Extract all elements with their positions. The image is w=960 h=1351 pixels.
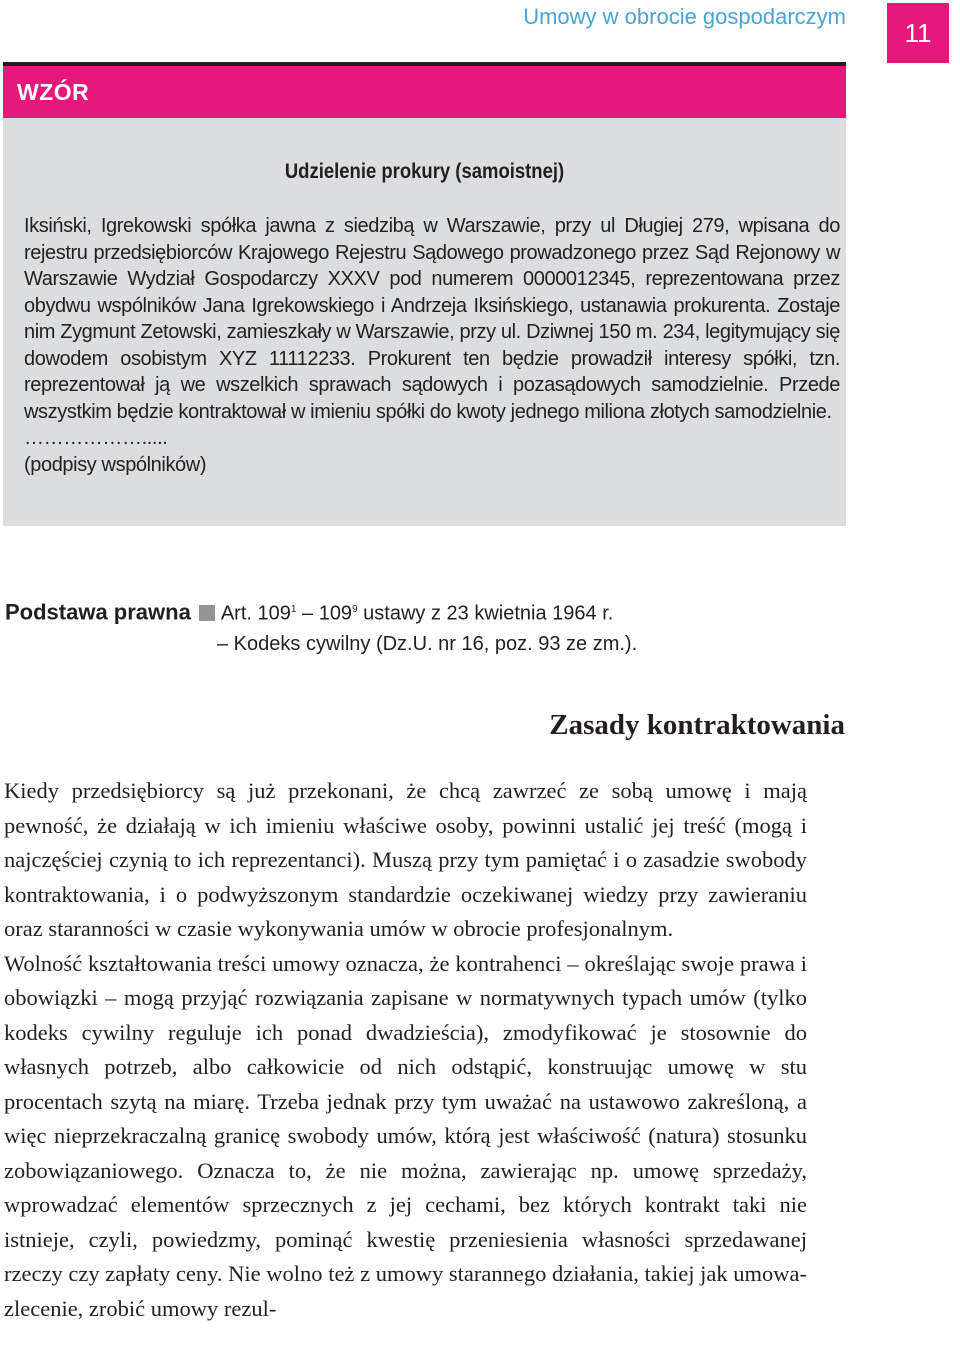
paragraph-2: Wolność kształtowania treści umowy oznacza, że kontrahenci – określając swoje prawa i obowiązki – mogą przyjąć rozwiązania zapisane w normatywnych typach umów (tylko kodeks cywilny reguluje ich ponad dwadzieścia), zmodyfikować je stosownie do własnych potrzeb, albo całkowicie od nich odstąpić, konstruując umowę w stu procentach szytą na miarę. Trzeba jednak przy tym uważać na ustawowo zakreśloną, a więc nieprzekraczalną granicę swobody umów, którą jest właściwość (natura) stosunku zobowiązaniowego. Oznacza to, że nie można, zawierając np. umowę sprzedaży, wprowadzać elementów sprzecznych z jej cechami, bez których kontrakt taki nie istnieje, czyli, powiedzmy, pominąć kwestię przeniesienia własności sprzedawanej rzeczy czy zapłaty ceny. Nie wolno też z umowy starannego działania, takiej jak umowa-zlecenie, zrobić umowy rezul-	[4, 950, 807, 1321]
legal-basis-line2: – Kodeks cywilny (Dz.U. nr 16, poz. 93 ze zm.).	[217, 632, 638, 655]
template-label: WZÓR	[17, 78, 90, 105]
running-title: Umowy w obrocie gospodarczym	[523, 4, 846, 29]
legal-basis-line1	[5, 595, 905, 629]
article-dash: – 109	[296, 602, 353, 625]
template-body: Iksiński, Igrekowski spółka jawna z siedzibą w Warszawie, przy ul Długiej 279, wpisana do rejestru przedsiębiorców Krajowego Rejestru Sądowego prowadzonego przez Sąd Rejonowy w Warszawie Wydział Gospodarczy XXXV pod numerem 0000012345, reprezentowana przez obydwu wspólników Jana Igrekowskiego i Andrzeja Iksińskiego, ustanawia prokurenta. Zostaje nim Zygmunt Zetowski, zamieszkały w Warszawie, przy ul. Dziwnej 150 m. 234, legitymujący się dowodem osobistym XYZ 11112233. Prokurent ten będzie prowadził interesy spółki, tzn. reprezentował ją we wszelkich sprawach sądowych i pozasądowych samodzielnie. Przede wszystkim będzie kontraktował w imieniu spółki do kwoty jednego miliona złotych samodzielnie.	[24, 215, 840, 423]
section-title: Zasady kontraktowania	[549, 709, 845, 741]
template-title: Udzielenie prokury (samoistnej)	[284, 160, 565, 183]
article-sup-to: 9	[352, 604, 358, 615]
legal-basis	[5, 595, 905, 659]
square-bullet-icon	[199, 605, 215, 621]
article-sup-from: 1	[290, 604, 297, 615]
legal-basis-label: Podstawa prawna	[5, 599, 191, 625]
page-number: 11	[887, 3, 949, 63]
paragraph-1: Kiedy przedsiębiorcy są już przekonani, że chcą zawrzeć ze sobą umowę i mają pewność, że działają w ich imieniu właściwe osoby, powinni ustalić jej treść (mogą i najczęściej czynią to ich reprezentanci). Muszą przy tym pamiętać i o zasadzie swobody kontraktowania, i o podwyższonym standardzie oczekiwanej wiedzy przy zawieraniu oraz staranności w czasie wykonywania umów w obrocie profesjonalnym.	[4, 778, 807, 941]
template-text	[24, 213, 840, 478]
signature-dots: ……………….....	[24, 427, 168, 449]
signature-caption: (podpisy wspólników)	[24, 453, 207, 476]
article-suffix: ustawy z 23 kwietnia 1964 r.	[357, 602, 614, 625]
template-box-header	[3, 66, 846, 118]
section-body	[4, 774, 807, 1326]
article-prefix: Art. 109	[220, 602, 291, 625]
